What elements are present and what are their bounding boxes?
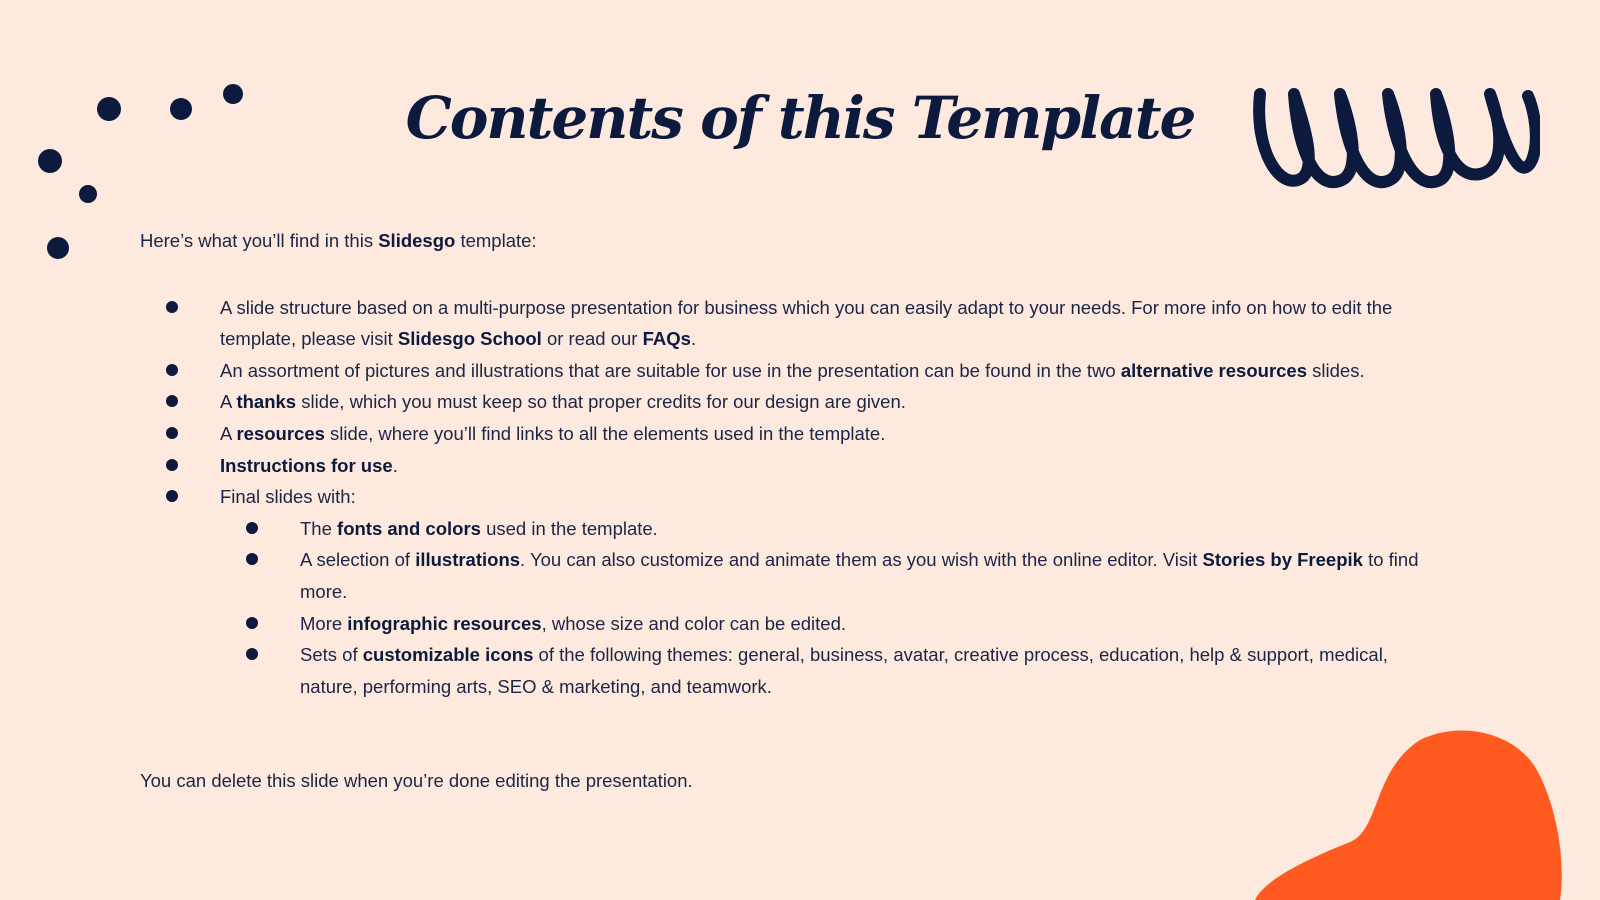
list-item	[220, 418, 1440, 450]
dot	[170, 98, 192, 120]
list-item	[220, 292, 1440, 355]
highlight-text: thanks	[236, 391, 297, 413]
item-text: A selection of	[300, 549, 416, 571]
item-text: , whose size and color can be edited.	[541, 612, 847, 634]
item-text: An assortment of pictures and illustrations that are suitable for use in the presentation can be found in the two	[220, 359, 1121, 381]
bullet-icon	[166, 459, 178, 471]
item-text: .	[690, 328, 697, 350]
sub-bullet-list	[220, 513, 1440, 703]
bullet-icon	[246, 553, 258, 565]
dot	[97, 97, 121, 121]
highlight-text: infographic resources	[347, 612, 542, 634]
item-text: The	[300, 517, 338, 539]
dot	[47, 237, 69, 259]
item-text: More	[300, 612, 348, 634]
bullet-icon	[166, 395, 178, 407]
item-text: A slide structure based on a multi-purpose presentation for business which you can easily adapt to your needs. For more info on how to edit the template, please visit	[220, 296, 1393, 350]
outro-text: You can delete this slide when you’re done editing the presentation.	[140, 770, 693, 791]
highlight-text: alternative resources	[1120, 359, 1308, 381]
highlight-text: FAQs	[642, 328, 691, 350]
highlight-text: Slidesgo School	[397, 328, 542, 350]
list-item	[220, 450, 1440, 482]
bullet-icon	[166, 490, 178, 502]
squiggle-decoration	[1250, 80, 1540, 200]
highlight-text: Instructions for use	[220, 454, 393, 476]
item-text: slide, which you must keep so that proper credits for our design are given.	[296, 391, 906, 413]
highlight-text: illustrations	[415, 549, 521, 571]
bullet-icon	[246, 522, 258, 534]
item-text: or read our	[541, 328, 643, 350]
list-item	[220, 386, 1440, 418]
bullet-icon	[166, 364, 178, 376]
bullet-icon	[166, 427, 178, 439]
list-item	[300, 544, 1440, 607]
dot	[223, 84, 243, 104]
bullet-icon	[246, 617, 258, 629]
intro-after: template:	[455, 230, 537, 251]
content-body	[140, 225, 1440, 702]
list-item	[300, 608, 1440, 640]
item-text: of the following themes: general, business, avatar, creative process, education, help & support, medical, nature, performing arts, SEO & marketing, and teamwork.	[300, 644, 1388, 697]
intro-brand: Slidesgo	[378, 230, 456, 251]
item-text: used in the template.	[480, 517, 658, 539]
intro-before: Here’s what you’ll find in this	[140, 230, 379, 251]
bullet-icon	[166, 301, 178, 313]
highlight-text: Stories by Freepik	[1202, 549, 1363, 571]
dot	[38, 149, 62, 173]
list-item	[300, 513, 1440, 545]
page-title: Contents of this Template	[405, 84, 1195, 152]
highlight-text: customizable icons	[362, 644, 534, 666]
item-text: A	[220, 391, 237, 413]
item-text: .	[392, 454, 398, 476]
intro-text	[140, 225, 1440, 257]
bullet-icon	[246, 648, 258, 660]
item-text: . You can also customize and animate them as you wish with the online editor. Visit	[520, 549, 1203, 571]
list-item	[220, 481, 1440, 702]
highlight-text: fonts and colors	[337, 517, 481, 539]
item-text: Final slides with:	[220, 486, 356, 508]
dot	[79, 185, 97, 203]
item-text: Sets of	[300, 644, 363, 666]
list-item	[220, 355, 1440, 387]
item-text: to find more.	[300, 549, 1419, 602]
item-text: slides.	[1307, 359, 1365, 381]
item-text: A	[220, 422, 237, 444]
bullet-list	[140, 292, 1440, 703]
blob-decoration	[1255, 730, 1600, 900]
highlight-text: resources	[236, 422, 325, 444]
list-item	[300, 639, 1440, 702]
item-text: slide, where you’ll find links to all the elements used in the template.	[324, 422, 886, 444]
